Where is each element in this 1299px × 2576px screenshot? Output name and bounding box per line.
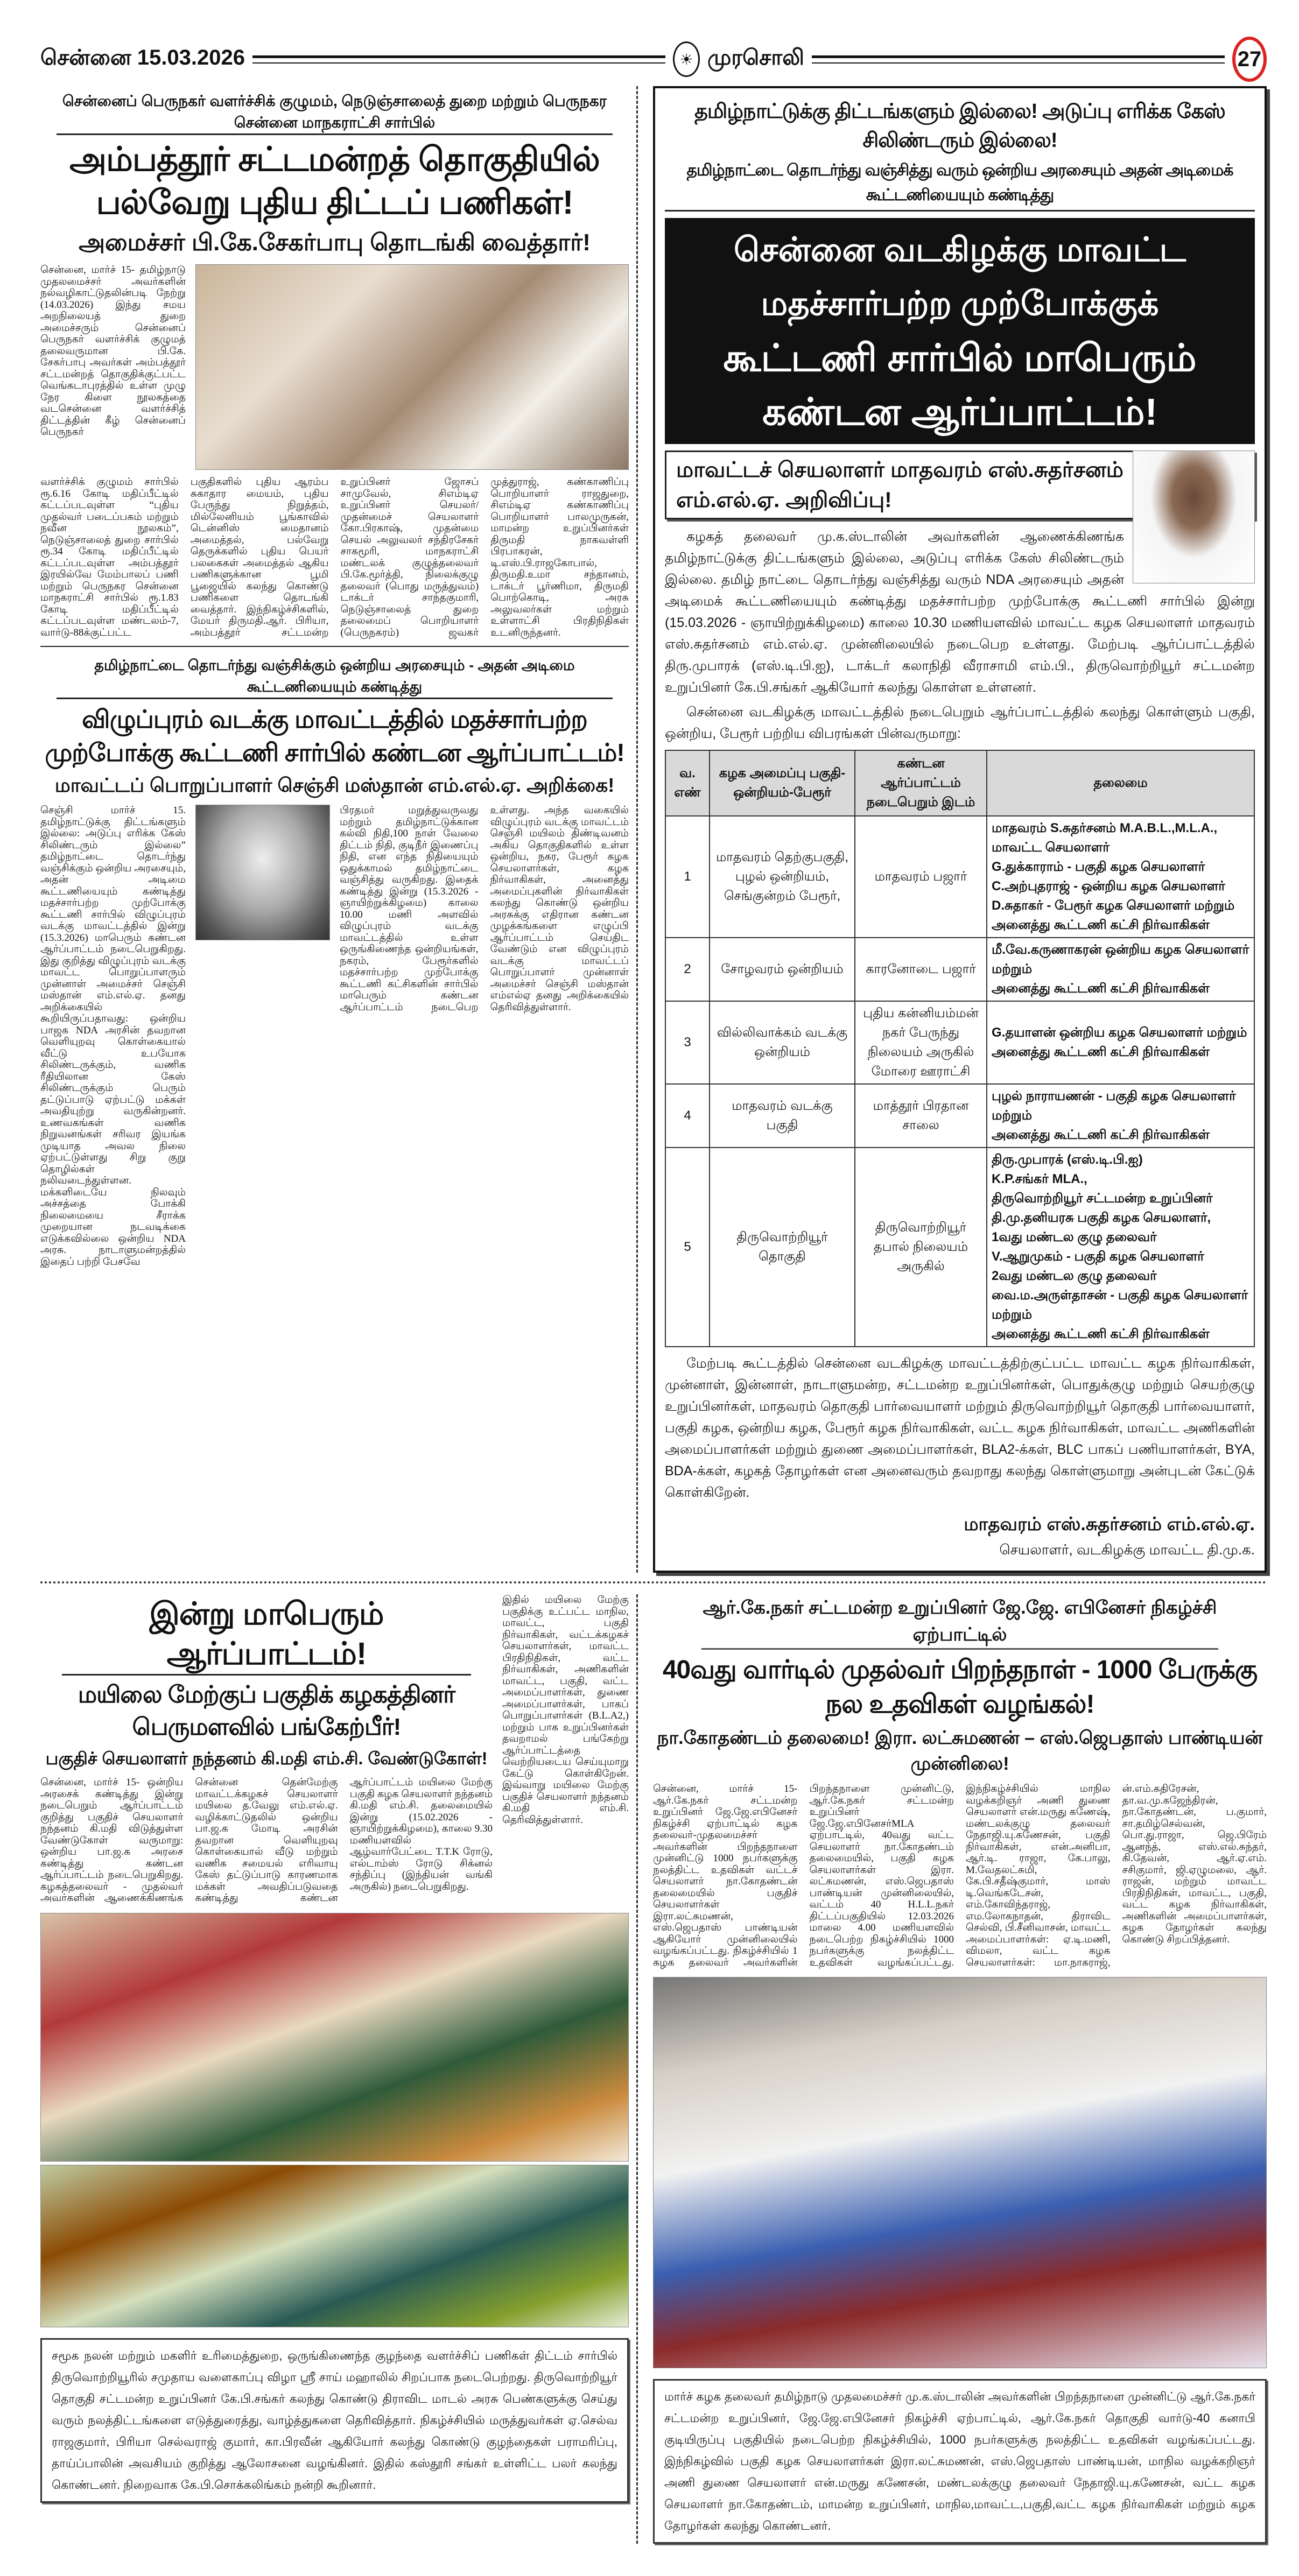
article-kicker: சென்னைப் பெருநகர் வளர்ச்சிக் குழுமம், நெடுஞ்சாலைத் துறை மற்றும் பெருநகர சென்னை மாநகராட்சி சார்பில் bbox=[57, 90, 613, 135]
notice-intro: கழகத் தலைவர் மு.க.ஸ்டாலின் அவர்களின் ஆணைக்கிணங்க தமிழ்நாட்டுக்கு திட்டங்களும் இல்லை, அடுப்பு எரிக்க கேஸ் சிலிண்டரும் இல்லை. தமிழ் நாட்டை தொடர்ந்து வஞ்சித்து வரும் NDA அரசையும் அதன் அடிமைக் கூட்டணியையும் கண்டித்து மதச்சார்பற்ற முற்போக்கு கூட்டணி சார்பில் இன்று (15.03.2026 - ஞாயிற்றுக்கிழமை) காலை 10.30 மணியளவில் மாவட்ட கழக செயலாளர் மாதவரம் எஸ்.சுதர்சனம் எம்.எல்.ஏ. முன்னிலையில் நடைபெற உள்ளது. மேற்படி ஆர்ப்பாட்டத்தில் திரு.முபாரக் (எஸ்.டி.பி.ஐ), டாக்டர் கலாநிதி வீராசாமி எம்.பி., திருவொற்றியூர் சட்டமன்ற உறுப்பினர் கே.பி.சங்கர் ஆகியோர் கலந்து கொள்ள உள்ளனர். bbox=[665, 529, 1255, 695]
article-ambattur bbox=[40, 90, 629, 638]
article-mylapore bbox=[40, 1594, 638, 2544]
page-number: 27 bbox=[1232, 37, 1267, 82]
photo-caption: மார்ச் கழக தலைவர் தமிழ்நாடு முதலமைச்சர் மு.க.ஸ்டாலின் அவர்களின் பிறந்தநாளை முன்னிட்டு ஆர்.கே.நகர் சட்டமன்ற உறுப்பினர், ஜே.ஜே.எபினேசர் நிகழ்ச்சி ஏற்பாட்டில், ஆர்.கே.நகர் தொகுதி வார்டு-40 கனாபி குடியிருப்பு பகுதியில் நடைபெற்ற நிகழ்ச்சியில், 1000 நபர்களுக்கு நலத்திட்ட உதவிகள் வழங்கப்பட்டது. இந்நிகழ்வில் பகுதி கழக செயலாளர்கள் இரா.லட்சுமணன், எஸ்.ஜெபதாஸ் பாண்டியன், மாநில வழக்கறிஞர் அணி துணை செயலாளர் என்.மருது கணேசன், மண்டலக்குழு தலைவர் நேதாஜி.யு.கணேசன், வட்ட கழக செயலாளர் நா.கோதண்டம், மாமன்ற உறுப்பினர், மாநில,மாவட்ட,பகுதி,வட்ட கழக நிர்வாகிகள் மற்றும் கழக தோழர்கள் கலந்து கொண்டனர். bbox=[653, 2379, 1267, 2544]
article-lead-text: சென்னை, மார்ச் 15- தமிழ்நாடு முதலமைச்சர் அவர்களின் நல்வழிகாட்டுதலின்படி நேற்று (14.03.2026) இந்து சமய அறநிலையத் துறை அமைச்சரும் சென்னைப் பெருநகர் வளர்ச்சிக் குழுமத் தலைவருமான பி.கே. சேகர்பாபு அவர்கள் அம்பத்தூர் சட்டமன்றத் தொகுதிக்குட்பட்ட வெங்கடாபுரத்தில் உள்ள முழு நேர கிளை நூலகத்தை வடசென்னை வளர்ச்சித் திட்டத்தின் கீழ் சென்னைப் பெருநகர் bbox=[40, 264, 186, 438]
article-kicker: தமிழ்நாட்டை தொடர்ந்து வஞ்சிக்கும் ஒன்றிய அரசையும் - அதன் அடிமை கூட்டணியையும் கண்டித்து bbox=[57, 654, 613, 699]
table-row bbox=[665, 938, 1254, 1001]
row-unit: மாதவரம் வடக்கு பகுதி bbox=[710, 1084, 855, 1148]
article-lead-text: செஞ்சி மார்ச் 15. தமிழ்நாட்டுக்கு திட்டங்களும் இல்லை: அடுப்பு எரிக்க கேஸ் சிலிண்டரும் இல்லை” தமிழ்நாட்டை தொடர்ந்து வஞ்சிக்கும் ஒன்றிய அரசையும், அதன் அடிமை கூட்டணியையும் கண்டித்து மதச்சார்பற்ற முற்போக்கு கூட்டணி சார்பில் விழுப்புரம் வடக்கு மாவட்டத்தில் இன்று (15.3.2026) மாபெரும் கண்டன ஆர்ப்பாட்டம் நடைபெறுகிறது. இது குறித்து விழுப்புரம் வடக்கு மாவட்ட பொறுப்பாளரும் முன்னாள் அமைச்சர் செஞ்சி மஸ்தான் எம்.எல்.ஏ. தனது அறிக்கையில் கூறியிருப்பதாவது: ஒன்றிய பாஜக NDA அரசின் தவறான வெளியுறவு கொள்கையால் வீட்டு உபயோக சிலிண்டருக்கும், வணிக ரீதியிலான கேஸ் சிலிண்டருக்கும் பெரும் தட்டுப்பாடு ஏற்பட்டு மக்கள் அவதியுற்று வருகின்றனர். உணவகங்கள் வணிக நிறுவனங்கள் சரிவர இயங்க முடியாத அவல நிலை ஏற்பட்டுள்ளது சிறு குறு தொழில்கள் நலிவடைந்துள்ளன. மக்களிடையே நிலவும் அச்சத்தை போக்கி நிலைமையை சீராக்க முறையான நடவடிக்கை எடுக்கவில்லை ஒன்றிய NDA அரசு. நாடாளுமன்றத்தில் இதைப் பற்றி பேசவே bbox=[40, 805, 186, 1268]
article-headline: 40வது வார்டில் முதல்வர் பிறந்தநாள் - 1000 பேருக்கு நல உதவிகள் வழங்கல்! bbox=[662, 1656, 1258, 1719]
row-leaders: மாதவரம் S.சுதர்சனம் M.A.B.L.,M.L.A., மாவட்ட செயலாளர் G.துக்காராம் - பகுதி கழக செயலாளர் C.அற்புதராஜ் - ஒன்றிய கழக செயலாளர் D.சுதாகர் - பேரூர் கழக செயலாளர் மற்றும் அனைத்து கூட்டணி கட்சி நிர்வாகிகள் bbox=[987, 816, 1254, 938]
row-unit: திருவொற்றியூர் தொகுதி bbox=[710, 1148, 855, 1347]
header-rule bbox=[252, 55, 665, 64]
notice-closing: மேற்படி கூட்டத்தில் சென்னை வடகிழக்கு மாவட்டத்திற்குட்பட்ட மாவட்ட கழக நிர்வாகிகள், முன்னாள், இன்னாள், நாடாளுமன்ற, சட்டமன்ற உறுப்பினர்கள், பொதுக்குழு மற்றும் செயற்குழு உறுப்பினர்கள், மாதவரம் தொகுதி பார்வையாளர் மற்றும் திருவொற்றியூர் தொகுதி பார்வையாளர், பகுதி கழக, ஒன்றிய கழக, பேரூர் கழக நிர்வாகிகள், வட்ட கழக நிர்வாகிகள், மாவட்ட அணிகளின் அமைப்பாளர்கள் மற்றும் துணை அமைப்பாளர்கள், BLA2-க்கள், BLC பாகப் பணியாளர்கள், BYA, BDA-க்கள், கழகத் தோழர்கள் என அனைவரும் தவறாது கலந்து கொள்ளுமாறு அன்புடன் கேட்டுக் கொள்கிறேன். bbox=[665, 1356, 1255, 1500]
col-header-leaders: தலைமை bbox=[987, 750, 1254, 816]
article-villupuram bbox=[40, 654, 629, 1268]
photo-caption: சமூக நலன் மற்றும் மகளிர் உரிமைத்துறை, ஒருங்கிணைந்த குழந்தை வளர்ச்சிப் பணிகள் திட்டம் சார்பில் திருவொற்றியூரில் சமுதாய வளைகாப்பு விழா ஸ்ரீ சாய் மஹாலில் சிறப்பாக நடைபெற்றது. திருவொற்றியூர் தொகுதி சட்டமன்ற உறுப்பினர் கே.பி.சங்கர் கலந்து கொண்டு திராவிட மாடல் அரசு பெண்களுக்கு செய்து வரும் நலத்திட்டங்களை எடுத்துரைத்து, வாழ்த்துகளை தெரிவித்தார். நிகழ்ச்சியில் மருத்துவர்கள் ஏ.செல்வ ராஜகுமார், பிரியா செல்வராஜ் குமார், கா.பிரவீன் ஆகியோர் கலந்து கொண்டு குழந்தைகள் பராமரிப்பு, தாய்ப்பாலின் அவசியம் குறித்து ஆலோசனை வழங்கினர். இதில் கஸ்தூரி சங்கர் உள்ளிட்ட பலர் கலந்து கொண்டனர். நிறைவாக கே.பி.சொக்கலிங்கம் நன்றி கூறினார். bbox=[40, 2338, 629, 2503]
top-section bbox=[40, 86, 1267, 1573]
article-body-text: சென்னை, மார்ச் 15- ஆர்.கே.நகர் சட்டமன்ற உறுப்பினர் ஜே.ஜே.எபினேசர் நிகழ்ச்சி ஏற்பாட்டில் கழக தலைவர்-முதலமைச்சர் அவர்களின் பிறந்தநாளை முன்னிட்டு 1000 நபர்களுக்கு நலத்திட்ட உதவிகள் வட்டச் செயலாளர் நா.கோதண்டன் தலைமையில் பகுதிச் செயலாளர்கள் இரா.லட்சுமணன், எஸ்.ஜெபதாஸ் பாண்டியன் ஆகியோர் முன்னிலையில் வழங்கப்பட்டது. நிகழ்ச்சியில் 1 கழக தலைவர் அவர்களின் பிறந்தநாளை முன்னிட்டு, ஆர்.கே.நகர் சட்டமன்ற உறுப்பினர் ஜே.ஜே.எபினேசர்MLA ஏற்பாட்டில், 40வது வட்ட செயலாளர் நா.கோதண்டம் தலைமையில், பகுதி கழக செயலாளர்கள் இரா. லட்சுமணன், எஸ்.ஜெபதாஸ் பாண்டியன் முன்னிலையில், வட்டம் 40 H.L.L.நகர் திட்டப்பகுதியில் 12.03.2026 மாலை 4.00 மணியளவில் நடைபெற்ற நிகழ்ச்சியில் 1000 நபர்களுக்கு நலத்திட்ட உதவிகள் வழங்கப்பட்டது. இந்நிகழ்ச்சியில் மாநில வழக்கறிஞர் அணி துணை செயலாளர் என்.மருது கணேஷ், மண்டலக்குழு தலைவர் நேதாஜி.யு.கணேசன், பகுதி நிர்வாகிகள், என்.அனிபா, ஆர்.டி. ராஜா, கே.பாலு, M.வேதலட்சுமி, கே.பி.சதீஷ்குமார், மாஸ் டி.வெங்கடேசன், எம்.கோவிந்தராஜ், எம.லோகநாதன், திராவிட செல்வி, பி.சீனிவாசன், மாவட்ட அமைப்பாளர்கள்: ஏ.டி.மணி, விமலா, வட்ட கழக செயலாளர்கள்: மா.நாகராஜ், ன்.எம்.கதிரேசன், தா.வ.மு.கஜேந்திரன், நா.கோதண்டன், ப.குமார், சா.தமிழ்செல்வன், பொ.து.ராஜா, ஜெ.பிரேம் ஆனந்த், எஸ்.எல்.சுந்தர், கி.தேவன், ஆர்.ஏ.எம். சசிகுமார், ஜி.ஏழுமலை, ஆர். ராஜன், மற்றும் மாவட்ட பிரதிநிதிகள், மாவட்ட, பகுதி, வட்ட கழக நிர்வாகிகள், அணிகளின் அமைப்பாளர்கள், கழக தோழர்கள் கலந்து கொண்டு சிறப்பித்தனர். bbox=[653, 1783, 1267, 1968]
event-photo-bottom bbox=[40, 2165, 629, 2327]
col-header-venue: கண்டன ஆர்ப்பாட்டம் நடைபெறும் இடம் bbox=[855, 750, 987, 816]
row-venue: காரனோடை பஜார் bbox=[855, 938, 987, 1001]
photo-column bbox=[195, 805, 330, 940]
article-banner: இன்று மாபெரும் ஆர்ப்பாட்டம்! bbox=[62, 1594, 471, 1676]
section-divider bbox=[40, 1581, 1267, 1583]
table-row bbox=[665, 1148, 1254, 1347]
issue-date: சென்னை 15.03.2026 bbox=[40, 46, 245, 69]
row-venue: மாதவரம் பஜார் bbox=[855, 816, 987, 938]
header-rule bbox=[812, 55, 1225, 64]
notice-list-intro: சென்னை வடகிழக்கு மாவட்டத்தில் நடைபெறும் ஆர்ப்பாட்டத்தில் கலந்து கொள்ளும் பகுதி, ஒன்றிய, பேரூர் பற்றிய விபரங்கள் பின்வருமாறு: bbox=[665, 705, 1255, 741]
col-header-unit: கழக அமைப்பு பகுதி-ஒன்றியம்-பேரூர் bbox=[710, 750, 855, 816]
row-leaders: G.தயாளன் ஒன்றிய கழக செயலாளர் மற்றும் அனைத்து கூட்டணி கட்சி நிர்வாகிகள் bbox=[987, 1001, 1254, 1084]
col-header-no: வ. எண் bbox=[665, 750, 710, 816]
row-unit: மாதவரம் தெற்குபகுதி, புழல் ஒன்றியம், செங்குன்றம் பேரூர், bbox=[710, 816, 855, 938]
table-row bbox=[665, 816, 1254, 938]
article-headline: அம்பத்தூர் சட்டமன்றத் தொகுதியில் பல்வேறு புதிய திட்டப் பணிகள்! bbox=[69, 141, 600, 221]
notice-banner bbox=[665, 218, 1255, 444]
row-leaders: திரு.முபாரக் (எஸ்.டி.பி.ஐ) K.P.சங்கர் MLA., திருவொற்றியூர் சட்டமன்ற உறுப்பினர் தி.மு.தனியரசு பகுதி கழக செயலாளர், 1வது மண்டல குழு தலைவர் V.ஆறுமுகம் - பகுதி கழக செயலாளர் 2வது மண்டல குழு தலைவர் வை.ம.அருள்தாசன் - பகுதி கழக செயலாளர் மற்றும் அனைத்து கூட்டணி கட்சி நிர்வாகிகள் bbox=[987, 1148, 1254, 1347]
section-rule bbox=[40, 646, 629, 647]
event-photo-top bbox=[40, 1913, 629, 2162]
protest-notice bbox=[653, 86, 1267, 1573]
table-row bbox=[665, 1084, 1254, 1148]
article-subhead: மாவட்டப் பொறுப்பாளர் செஞ்சி மஸ்தான் எம்.எல்.ஏ. அறிக்கை! bbox=[54, 774, 615, 796]
left-column bbox=[40, 86, 638, 1573]
article-headline: மயிலை மேற்குப் பகுதிக் கழகத்தினர் பெருமளவில் பங்கேற்பீர்! bbox=[78, 1681, 455, 1740]
notice-kicker-2: தமிழ்நாட்டை தொடர்ந்து வஞ்சித்து வரும் ஒன்றிய அரசையும் அதன் அடிமைக் கூட்டணியையும் கண்டித்து bbox=[665, 158, 1255, 212]
portrait-photo bbox=[195, 805, 330, 940]
article-kicker: ஆர்.கே.நகர் சட்டமன்ற உறுப்பினர் ஜே.ஜே. எபினேசர் நிகழ்ச்சி ஏற்பாட்டில் bbox=[701, 1594, 1218, 1650]
row-number: 5 bbox=[665, 1148, 710, 1347]
row-unit: வில்லிவாக்கம் வடக்கு ஒன்றியம் bbox=[710, 1001, 855, 1084]
rising-sun-emblem-icon: ☀ bbox=[673, 41, 700, 77]
bottom-section bbox=[40, 1594, 1267, 2544]
row-leaders: புழல் நாராயணன் - பகுதி கழக செயலாளர் மற்றும் அனைத்து கூட்டணி கட்சி நிர்வாகிகள் bbox=[987, 1084, 1254, 1148]
page-header bbox=[40, 38, 1267, 81]
row-venue: புதிய கன்னியம்மன் நகர் பேருந்து நிலையம் அருகில் மோரை ஊராட்சி bbox=[855, 1001, 987, 1084]
article-side-text: இதில் மயிலை மேற்கு பகுதிக்கு உட்பட்ட மாநில, மாவட்ட, பகுதி நிர்வாகிகள், வட்டக்கழகச் செயலாளர்கள், மாவட்ட பிரதிநிதிகள், வட்ட நிர்வாகிகள், அணிகளின் மாவட்ட, பகுதி, வட்ட அமைப்பாளர்கள், துணை அமைப்பாளர்கள், பாகப் பொறுப்பாளர்கள் (B.L.A2,) மற்றும் பாக உறுப்பினர்கள் தவறாமல் பங்கேற்று ஆர்ப்பாட்டத்தை வெற்றியடைய செய்யுமாறு கேட்டு கொள்கிறேன். இவ்வாறு மயிலை மேற்கு பகுதிச் செயலாளர் நந்தனம் கி.மதி எம்.சி. தெரிவித்துள்ளார். bbox=[502, 1594, 629, 1826]
article-body-text: பிரதமர் மறுத்துவருவது மற்றும் தமிழ்நாட்டுக்கான கல்வி நிதி,100 நாள் வேலை திட்டம் நிதி, குடிநீர் இணைப்பு நிதி, என எந்த நிதியையும் ஒதுக்காமல் தமிழ்நாட்டை வஞ்சித்து வருகிறது. இதைக் கண்டித்து இன்று (15.3.2026 - ஞாயிற்றுக்கிழமை) காலை 10.00 மணி அளவில் விழுப்புரம் வடக்கு மாவட்டத்தில் உள்ள ஒருங்கிணைந்த ஒன்றியங்கள், நகரம், பேரூர்களில் மதச்சார்பற்ற முற்போக்கு கூட்டணி கட்சிகளின் சார்பில் மாபெரும் கண்டன ஆர்ப்பாட்டம் நடைபெற உள்ளது. அந்த வகையில் விழுப்புரம் வடக்கு மாவட்டம் செஞ்சி மயிலம் திண்டிவனம் அகிய தொகுதிகளில் உள்ள ஒன்றிய, நகர, பேரூர் கழக செயலாளர்கள், கழக நிர்வாகிகள், அனைத்து அமைப்புகளின் நிர்வாகிகள் கலந்து கொண்டு ஒன்றிய அரசுக்கு எதிரான கண்டன முழக்கங்களை எழுப்பி ஆர்ப்பாட்டம் செய்திட வேண்டும் என விழுப்புரம் வடக்கு மாவட்டப் பொறுப்பாளர் முன்னாள் அமைச்சர் செஞ்சி மஸ்தான் எம்எல்ஏ தனது அறிக்கையில் தெரிவித்துள்ளார். bbox=[340, 805, 629, 1013]
banner-line-2: கூட்டணி சார்பில் மாபெரும் கண்டன ஆர்ப்பாட்டம்! bbox=[723, 337, 1197, 433]
row-venue: திருவொற்றியூர் தபால் நிலையம் அருகில் bbox=[855, 1148, 987, 1347]
row-venue: மாத்தூர் பிரதான சாலை bbox=[855, 1084, 987, 1148]
notice-title: மாவட்டச் செயலாளர் மாதவரம் எஸ்.சுதர்சனம் எம்.எல்.ஏ. அறிவிப்பு! bbox=[665, 451, 1255, 519]
secretary-portrait bbox=[1133, 451, 1255, 583]
row-number: 3 bbox=[665, 1001, 710, 1084]
article-body-text: வளர்ச்சிக் குழுமம் சார்பில் ரூ.6.16 கோடி மதிப்பீட்டில் கட்டப்படவுள்ள “புதிய முதல்வர் படைப்பகம் மற்றும் நவீன நூலகம்”, நெடுஞ்சாலைத் துறை சார்பில் ரூ.34 கோடி மதிப்பீட்டில் கட்டப்படவுள்ள அம்பத்தூர் இரயில்வே மேம்பாலப் பணி மற்றும் பெருநகர சென்னை மாநகராட்சி சார்பில் ரூ.1.83 கோடி மதிப்பீட்டில் கட்டப்படவுள்ள மண்டலம்-7, வார்டு-88க்குட்பட்ட பகுதிகளில் புதிய ஆரம்ப சுகாதார மையம், புதிய பேருந்து நிறுத்தம், மில்லேனியம் பூங்காவில் டென்னிஸ் மைதானம் அமைத்தல், பல்வேறு தெருக்களில் புதிய பெயர் பலகைகள் அமைத்தல் ஆகிய பணிகளுக்கான பூமி பூஜையில் கலந்து கொண்டு பணிகளை தொடங்கி வைத்தார். இந்நிகழ்ச்சிகளில், மேயர் திருமதி.ஆர். பிரியா, அம்பத்தூர் சட்டமன்ற உறுப்பினர் ஜோசப் சாமுவேல், சிஎம்டிஏ உறுப்பினர் செயலர்/ முதன்மைச் செயலாளர் கோ.பிரகாஷ், முதன்மை செயல் அலுவலர் சந்திரசேகர் சாகமூரி, மாநகராட்சி மண்டலக் குழுத்தலைவர் பி.கே.மூர்த்தி, நிலைக்குழு தலைவர் (பொது மருத்துவம்) டாக்டர் சாந்தகுமாரி, நெடுஞ்சாலைத் துறை தலைமைப் பொறியாளர் (பெருநகரம்) ஜவகர் முத்துராஜ், கண்காணிப்பு பொறியாளர் ராஜதுறை, சிஎம்டிஏ கண்காணிப்பு பொறியாளர் பாலமுருகன், மாமன்ற உறுப்பினர்கள் திருமதி நாகவள்ளி பிரபாகரன், டி.எஸ்.பி.ராஜகோபால், திருமதி.உமா சந்தானம், டாக்டர் பூர்ணிமா, திருமதி பொற்கொடி, அரசு அலுவலர்கள் மற்றும் உள்ளாட்சி பிரதிநிதிகள் உடனிருந்தனர். bbox=[40, 476, 629, 638]
article-headline: விழுப்புரம் வடக்கு மாவட்டத்தில் மதச்சார்பற்ற முற்போக்கு கூட்டணி சார்பில் கண்டன ஆர்ப்பாட்டம்! bbox=[45, 705, 624, 766]
event-photo bbox=[653, 1977, 1267, 2368]
masthead: முரசொலி bbox=[707, 46, 805, 69]
row-number: 1 bbox=[665, 816, 710, 938]
article-body-text: சென்னை, மார்ச் 15- ஒன்றிய அரசைக் கண்டித்து இன்று நடைபெறும் ஆர்ப்பாட்டம் குறித்து பகுதிச் செயலாளர் நந்தனம் கி.மதி விடுத்துள்ள வேண்டுகோள் வருமாறு: ஒன்றிய பா.ஜ.க அரசை கண்டித்து கண்டன ஆர்ப்பாட்டம் நடைபெறுகிறது. கழகத்தலைவர் - முதல்வர் அவர்களின் ஆணைக்கிணங்க சென்னை தென்மேற்கு மாவட்டக்கழகச் செயலாளர் மயிலை த.வேலு எம்.எல்.ஏ. வழிக்காட்டுதலில் ஒன்றிய பா.ஜ.க மோடி அரசின் தவறான வெளியுறவு கொள்கையால் வீடு மற்றும் வணிக சமையல் எரிவாயு கேஸ் தட்டுப்பாடு காரணமாக மக்கள் அவதிப்படுவதை கண்டித்து கண்டன ஆர்ப்பாட்டம் மயிலை மேற்கு பகுதி கழக செயலாளர் நந்தனம் கி.மதி எம்.சி. தலைமையில் இன்று (15.02.2026 - ஞாயிற்றுக்கிழமை), காலை 9.30 மணியளவில் ஆழ்வார்பேட்டை T.T.K ரோடு, எல்டாம்ஸ் ரோடு சிக்னல் சந்திப்பு (இந்தியன் வங்கி அருகில்) நடைபெறுகிறது. bbox=[40, 1777, 493, 1904]
notice-kicker-1: தமிழ்நாட்டுக்கு திட்டங்களும் இல்லை! அடுப்பு எரிக்க கேஸ் சிலிண்டரும் இல்லை! bbox=[694, 100, 1225, 152]
row-leaders: மீ.வே.கருணாகரன் ஒன்றிய கழக செயலாளர் மற்றும் அனைத்து கூட்டணி கட்சி நிர்வாகிகள் bbox=[987, 938, 1254, 1001]
row-number: 2 bbox=[665, 938, 710, 1001]
signature-name: மாதவரம் எஸ்.சுதர்சனம் எம்.எல்.ஏ. bbox=[964, 1514, 1255, 1535]
event-photo bbox=[195, 264, 629, 470]
table-row bbox=[665, 1001, 1254, 1084]
row-unit: சோழவரம் ஒன்றியம் bbox=[710, 938, 855, 1001]
row-number: 4 bbox=[665, 1084, 710, 1148]
leadership-table bbox=[665, 750, 1255, 1347]
article-rk-nagar bbox=[653, 1594, 1267, 2544]
signature-title: செயலாளர், வடகிழக்கு மாவட்ட தி.மு.க. bbox=[999, 1542, 1255, 1558]
article-subhead: பகுதிச் செயலாளர் நந்தனம் கி.மதி எம்.சி. வேண்டுகோள்! bbox=[45, 1749, 488, 1768]
article-subhead: நா.கோதண்டம் தலைமை! இரா. லட்சுமணன் – எஸ்.ஜெபதாஸ் பாண்டியன் முன்னிலை! bbox=[657, 1728, 1263, 1774]
banner-line-1: சென்னை வடகிழக்கு மாவட்ட மதச்சார்பற்ற முற்போக்குக் bbox=[733, 231, 1186, 322]
article-subhead: அமைச்சர் பி.கே.சேகர்பாபு தொடங்கி வைத்தார்! bbox=[79, 229, 591, 256]
